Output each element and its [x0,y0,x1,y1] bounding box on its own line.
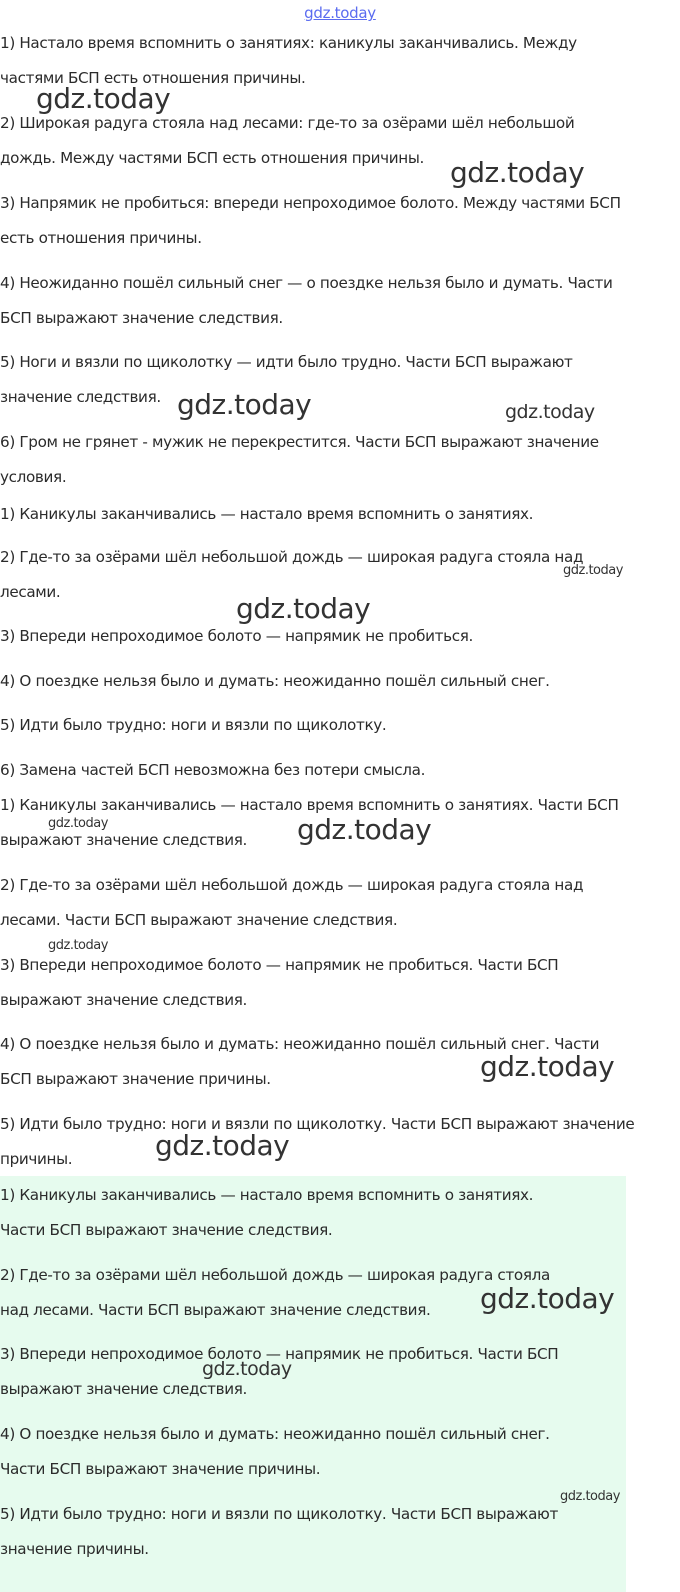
answer-line: дождь. Между частями БСП есть отношения причины. [0,149,424,167]
answer-line: условия. [0,468,67,486]
answer-item [0,26,577,96]
answer-line: БСП выражают значение следствия. [0,309,283,327]
watermark: gdz.today [48,938,108,953]
watermark: gdz.today [177,388,312,421]
answer-line: 3) Напрямик не пробиться: впереди непроходимое болото. Между частями БСП [0,194,621,212]
watermark: gdz.today [48,816,108,831]
answer-line: 2) Широкая радуга стояла над лесами: где-то за озёрами шёл небольшой [0,114,575,132]
answer-item [0,345,573,415]
answer-line: 5) Идти было трудно: ноги и вязли по щиколотку. Части БСП выражают значение [0,1115,635,1133]
answer-line: 6) Замена частей БСП невозможна без потери смысла. [0,761,426,779]
answer-line: 5) Ноги и вязли по щиколотку — идти было трудно. Части БСП выражают [0,353,573,371]
answer-line: выражают значение следствия. [0,1380,248,1398]
answer-item [0,1027,599,1097]
answer-line: 2) Где-то за озёрами шёл небольшой дождь — широкая радуга стояла [0,1266,550,1284]
answer-line: Части БСП выражают значение причины. [0,1460,321,1478]
answer-item [0,1337,558,1407]
answer-line: Части БСП выражают значение следствия. [0,1221,333,1239]
answer-item [0,788,619,858]
answer-item [0,497,533,532]
answer-item [0,1178,533,1248]
answer-item [0,425,599,495]
watermark: gdz.today [36,82,171,115]
watermark: gdz.today [155,1129,290,1162]
answer-line: 4) Неожиданно пошёл сильный снег — о поездке нельзя было и думать. Части [0,274,613,292]
answer-line: частями БСП есть отношения причины. [0,69,306,87]
answer-line: 1) Каникулы заканчивались — настало время вспомнить о занятиях. [0,505,534,523]
answer-line: 2) Где-то за озёрами шёл небольшой дождь — широкая радуга стояла над [0,548,584,566]
answer-item [0,1107,634,1177]
answer-line: 5) Идти было трудно: ноги и вязли по щиколотку. Части БСП выражают [0,1505,558,1523]
answer-item [0,540,583,610]
answer-line: 3) Впереди непроходимое болото — напрямик не пробиться. [0,627,473,645]
answer-line: лесами. [0,583,61,601]
watermark: gdz.today [480,1282,615,1315]
answer-item [0,948,558,1018]
answer-line: 6) Гром не грянет - мужик не перекрестится. Части БСП выражают значение [0,433,599,451]
answer-line: значение причины. [0,1540,149,1558]
answer-item [0,1497,558,1567]
answer-line: 5) Идти было трудно: ноги и вязли по щиколотку. [0,716,387,734]
watermark: gdz.today [480,1050,615,1083]
answer-item [0,619,473,654]
answer-line: выражают значение следствия. [0,831,248,849]
watermark: gdz.today [202,1358,292,1380]
answer-item [0,266,613,336]
answer-line: 2) Где-то за озёрами шёл небольшой дождь — широкая радуга стояла над [0,876,584,894]
watermark: gdz.today [236,592,371,625]
watermark: gdz.today [560,1489,620,1504]
answer-line: БСП выражают значение причины. [0,1070,271,1088]
answer-line: есть отношения причины. [0,229,202,247]
watermark: gdz.today [297,813,432,846]
answer-item [0,664,550,699]
answer-line: значение следствия. [0,388,161,406]
answer-item [0,868,583,938]
answer-line: 3) Впереди непроходимое болото — напрямик не пробиться. Части БСП [0,956,559,974]
answer-line: выражают значение следствия. [0,991,248,1009]
answer-line: 4) О поездке нельзя было и думать: неожиданно пошёл сильный снег. [0,672,550,690]
answer-line: 1) Каникулы заканчивались — настало время вспомнить о занятиях. [0,1186,534,1204]
site-header-link[interactable]: gdz.today [304,4,376,22]
answer-line: 1) Каникулы заканчивались — настало время вспомнить о занятиях. Части БСП [0,796,619,814]
answer-line: 3) Впереди непроходимое болото — напрямик не пробиться. Части БСП [0,1345,559,1363]
answer-line: 1) Настало время вспомнить о занятиях: каникулы заканчивались. Между [0,34,577,52]
answer-line: над лесами. Части БСП выражают значение следствия. [0,1301,431,1319]
answer-item [0,186,621,256]
watermark: gdz.today [563,563,623,578]
answer-item [0,708,386,743]
answer-line: причины. [0,1150,73,1168]
watermark: gdz.today [450,156,585,189]
watermark: gdz.today [505,401,595,423]
answer-item [0,106,574,176]
answer-line: 4) О поездке нельзя было и думать: неожиданно пошёл сильный снег. Части [0,1035,600,1053]
answer-line: 4) О поездке нельзя было и думать: неожиданно пошёл сильный снег. [0,1425,550,1443]
answer-item [0,1258,550,1328]
answer-item [0,753,425,788]
answer-item [0,1417,550,1487]
answer-line: лесами. Части БСП выражают значение следствия. [0,911,398,929]
